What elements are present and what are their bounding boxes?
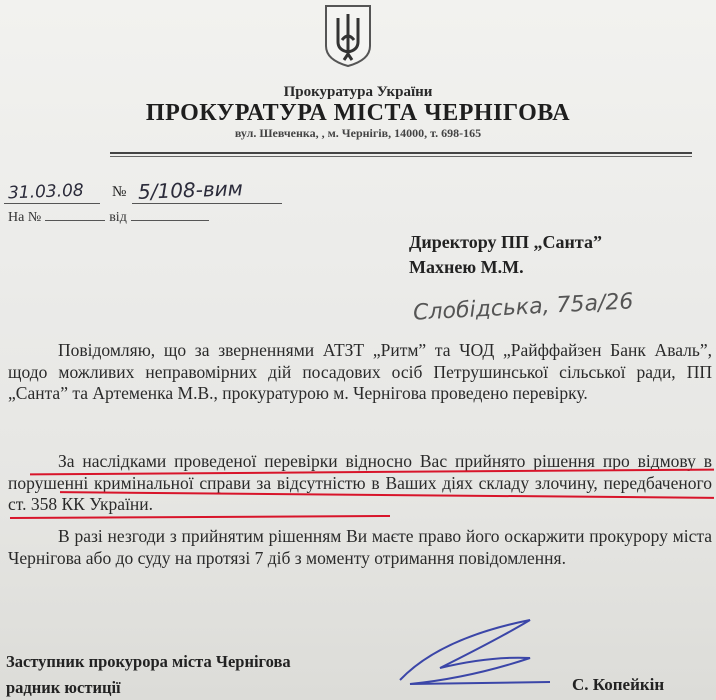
header-divider-thin: [110, 156, 692, 157]
outgoing-number: 5/108-вим: [137, 176, 244, 204]
paragraph-1: [8, 340, 712, 405]
reference-line: [8, 208, 209, 226]
header-divider: [110, 152, 692, 154]
signatory-name: С. Копейкін: [572, 675, 665, 694]
tryzub-emblem-icon: [320, 2, 376, 68]
paragraph-2-text: За наслідками проведеної перевірки відносно Вас прийнято рішення про відмову в порушенні кримінальної справи за відсутністю в Ваших діях складу злочину, передбаченого ст. 358 КК України.: [8, 451, 712, 514]
paragraph-3-text: В разі незгоди з прийнятим рішенням Ви маєте право його оскаржити прокурору міста Чернігова або до суду на протязі 7 діб з моменту отримання повідомлення.: [8, 526, 712, 568]
paragraph-2: [8, 451, 712, 516]
number-underline: [132, 203, 282, 204]
org-address: вул. Шевченка, , м. Чернігів, 14000, т. 698-165: [234, 126, 482, 140]
paragraph-1-text: Повідомляю, що за зверненнями АТЗТ „Ритм” та ЧОД „Райффайзен Банк Аваль”, щодо можливих неправомірних дій посадових осіб Петрушинської сільської ради, ПП „Санта” та Артеменка М.В., прокуратурою м. Чернігова проведено перевірку.: [8, 340, 712, 403]
reference-from-label: від: [109, 210, 127, 225]
paragraph-3: [8, 526, 712, 569]
outgoing-date: 31.03.08: [7, 180, 85, 204]
signature-scribble: [380, 598, 580, 698]
number-label: №: [112, 184, 127, 200]
reference-label: На №: [8, 210, 42, 225]
signatory-title-2: радник юстиції: [6, 678, 121, 697]
org-subtitle: Прокуратура України: [283, 84, 433, 100]
reference-date-blank: [131, 208, 209, 221]
signatory-title-1: Заступник прокурора міста Чернігова: [6, 652, 291, 671]
recipient-line-2: Махнею М.М.: [409, 257, 524, 277]
date-underline: [4, 203, 100, 204]
recipient-handwritten-address: Слобідська, 75а/26: [412, 289, 634, 326]
red-underline-3: [10, 515, 390, 519]
org-title: ПРОКУРАТУРА МІСТА ЧЕРНІГОВА: [145, 100, 571, 126]
reference-blank: [45, 208, 105, 221]
recipient-line-1: Директору ПП „Санта”: [409, 232, 602, 252]
